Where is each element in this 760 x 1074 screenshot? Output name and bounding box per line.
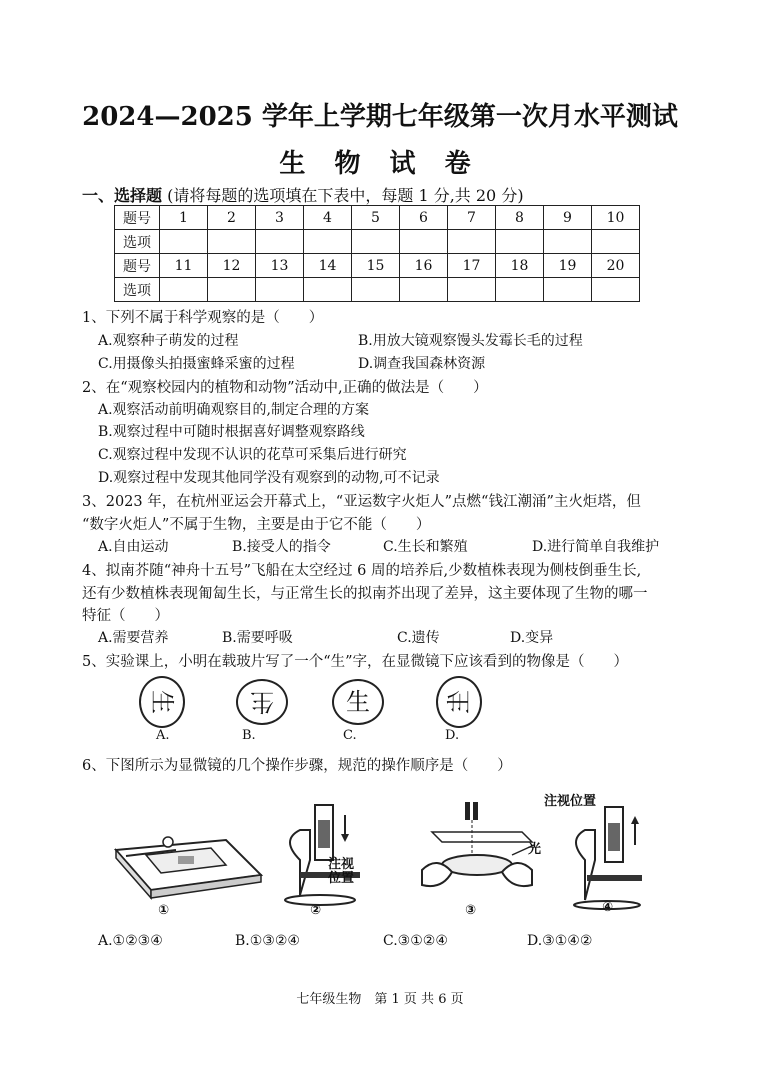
q4-option-a: A.需要营养: [98, 630, 169, 646]
image-choice-d: [436, 676, 482, 728]
choice-label-a: A.: [156, 728, 170, 743]
q3-option-b: B.接受人的指令: [232, 539, 331, 555]
table-cell: 7: [448, 206, 496, 230]
q4-option-b: B.需要呼吸: [222, 630, 293, 646]
q6-option-c: C.③①②④: [383, 933, 448, 949]
step-3-marker: ③: [465, 903, 477, 918]
table-cell: 10: [592, 206, 640, 230]
table-cell: 15: [352, 254, 400, 278]
step-1-marker: ①: [158, 903, 170, 918]
table-row: [115, 278, 640, 302]
table-cell: 17: [448, 254, 496, 278]
table-cell: 2: [208, 206, 256, 230]
section-title: 一、选择题: [82, 186, 163, 205]
q4-option-c: C.遗传: [397, 630, 440, 646]
microscope-raising-illustration: [565, 805, 665, 910]
answer-cell[interactable]: [544, 230, 592, 254]
question-4-stem-line2: 还有少数植株表现匍匐生长，与正常生长的拟南芥出现了差异，这主要体现了生物的哪一: [82, 586, 648, 602]
choice-label-c: C.: [343, 728, 357, 743]
q6-option-a: A.①②③④: [98, 933, 163, 949]
microscope-lowering-illustration: [270, 800, 385, 910]
choice-label-d: D.: [445, 728, 460, 743]
page-footer: 七年级生物 第 1 页 共 6 页: [296, 992, 464, 1007]
table-cell: 13: [256, 254, 304, 278]
answer-cell[interactable]: [160, 278, 208, 302]
answer-cell[interactable]: [256, 230, 304, 254]
table-cell: 14: [304, 254, 352, 278]
table-cell: 4: [304, 206, 352, 230]
answer-cell[interactable]: [496, 278, 544, 302]
upright-character: 生: [346, 688, 370, 716]
table-cell: 19: [544, 254, 592, 278]
answer-cell[interactable]: [352, 278, 400, 302]
q6-option-b: B.①③②④: [235, 933, 300, 949]
section-instruction: (请将每题的选项填在下表中，每题 1 分,共 20 分): [167, 186, 524, 205]
answer-cell[interactable]: [160, 230, 208, 254]
q2-option-a: A.观察活动前明确观察目的,制定合理的方案: [98, 402, 370, 418]
answer-cell[interactable]: [208, 230, 256, 254]
rotated-character: 生: [250, 688, 274, 716]
answer-cell[interactable]: [496, 230, 544, 254]
table-cell: 20: [592, 254, 640, 278]
table-cell: 11: [160, 254, 208, 278]
table-cell: 18: [496, 254, 544, 278]
answer-cell[interactable]: [592, 230, 640, 254]
q1-option-a: A.观察种子萌发的过程: [98, 333, 239, 349]
table-row: [115, 230, 640, 254]
step-2-marker: ②: [310, 903, 322, 918]
answer-cell[interactable]: [448, 278, 496, 302]
answer-cell[interactable]: [400, 278, 448, 302]
table-cell: 5: [352, 206, 400, 230]
table-cell: 16: [400, 254, 448, 278]
image-choice-c: [332, 679, 384, 725]
question-3-stem-line2: “数字火炬人”不属于生物，主要是由于它不能（ ）: [82, 517, 431, 533]
question-2-stem: 2、在“观察校园内的植物和动物”活动中,正确的做法是（ ）: [82, 380, 488, 396]
mirrored-character: 生: [445, 690, 473, 714]
exam-subtitle: 生 物 试 卷: [279, 149, 481, 179]
table-cell: 1: [160, 206, 208, 230]
q6-option-d: D.③①④②: [527, 933, 593, 949]
q2-option-b: B.观察过程中可随时根据喜好调整观察路线: [98, 424, 365, 440]
section-heading: [82, 183, 524, 206]
answer-table: [114, 205, 640, 302]
q1-option-d: D.调查我国森林资源: [358, 356, 486, 372]
row-header: 选项: [115, 230, 160, 254]
question-4-stem-line3: 特征（ ）: [82, 608, 169, 624]
answer-cell[interactable]: [256, 278, 304, 302]
image-choice-b: [236, 679, 288, 725]
q3-option-a: A.自由运动: [98, 539, 169, 555]
table-cell: 8: [496, 206, 544, 230]
question-6-stem: 6、下图所示为显微镜的几个操作步骤，规范的操作顺序是（ ）: [82, 758, 512, 774]
answer-cell[interactable]: [448, 230, 496, 254]
step-4-marker: ④: [602, 900, 614, 915]
question-5-stem: 5、实验课上，小明在载玻片写了一个“生”字，在显微镜下应该看到的物像是（ ）: [82, 654, 629, 670]
question-3-stem-line1: 3、2023 年，在杭州亚运会开幕式上，“亚运数字火炬人”点燃“钱江潮涌”主火炬塔，但: [82, 494, 641, 510]
table-row: [115, 254, 640, 278]
question-4-stem-line1: 4、拟南芥随“神舟十五号”飞船在太空经过 6 周的培养后,少数植株表现为侧枝倒垂生长,: [82, 563, 642, 579]
table-cell: 9: [544, 206, 592, 230]
answer-cell[interactable]: [208, 278, 256, 302]
question-1-stem: 1、下列不属于科学观察的是（ ）: [82, 310, 324, 326]
answer-cell[interactable]: [592, 278, 640, 302]
answer-cell[interactable]: [352, 230, 400, 254]
row-header: 选项: [115, 278, 160, 302]
answer-cell[interactable]: [400, 230, 448, 254]
row-header: 题号: [115, 254, 160, 278]
q4-option-d: D.变异: [510, 630, 554, 646]
image-choice-a: [139, 676, 185, 728]
table-cell: 6: [400, 206, 448, 230]
q2-option-c: C.观察过程中发现不认识的花草可采集后进行研究: [98, 447, 407, 463]
choice-label-b: B.: [242, 728, 256, 743]
q1-option-b: B.用放大镜观察馒头发霉长毛的过程: [358, 333, 583, 349]
table-cell: 12: [208, 254, 256, 278]
light-label: 光: [528, 842, 542, 857]
microscope-stage-illustration: [106, 820, 266, 920]
rotated-character: 生: [148, 690, 176, 714]
q3-option-d: D.进行简单自我维护: [532, 539, 660, 555]
q2-option-d: D.观察过程中发现其他同学没有观察到的动物,可不记录: [98, 470, 440, 486]
answer-cell[interactable]: [304, 278, 352, 302]
q1-option-c: C.用摄像头拍摄蜜蜂采蜜的过程: [98, 356, 295, 372]
exam-title: 2024—2025 学年上学期七年级第一次月水平测试: [82, 102, 678, 132]
table-row: [115, 206, 640, 230]
answer-cell[interactable]: [544, 278, 592, 302]
table-cell: 3: [256, 206, 304, 230]
watch-position-label: 注视位置: [328, 857, 355, 886]
watch-vertical-label: 注视位置: [544, 794, 597, 809]
answer-cell[interactable]: [304, 230, 352, 254]
q3-option-c: C.生长和繁殖: [383, 539, 468, 555]
row-header: 题号: [115, 206, 160, 230]
